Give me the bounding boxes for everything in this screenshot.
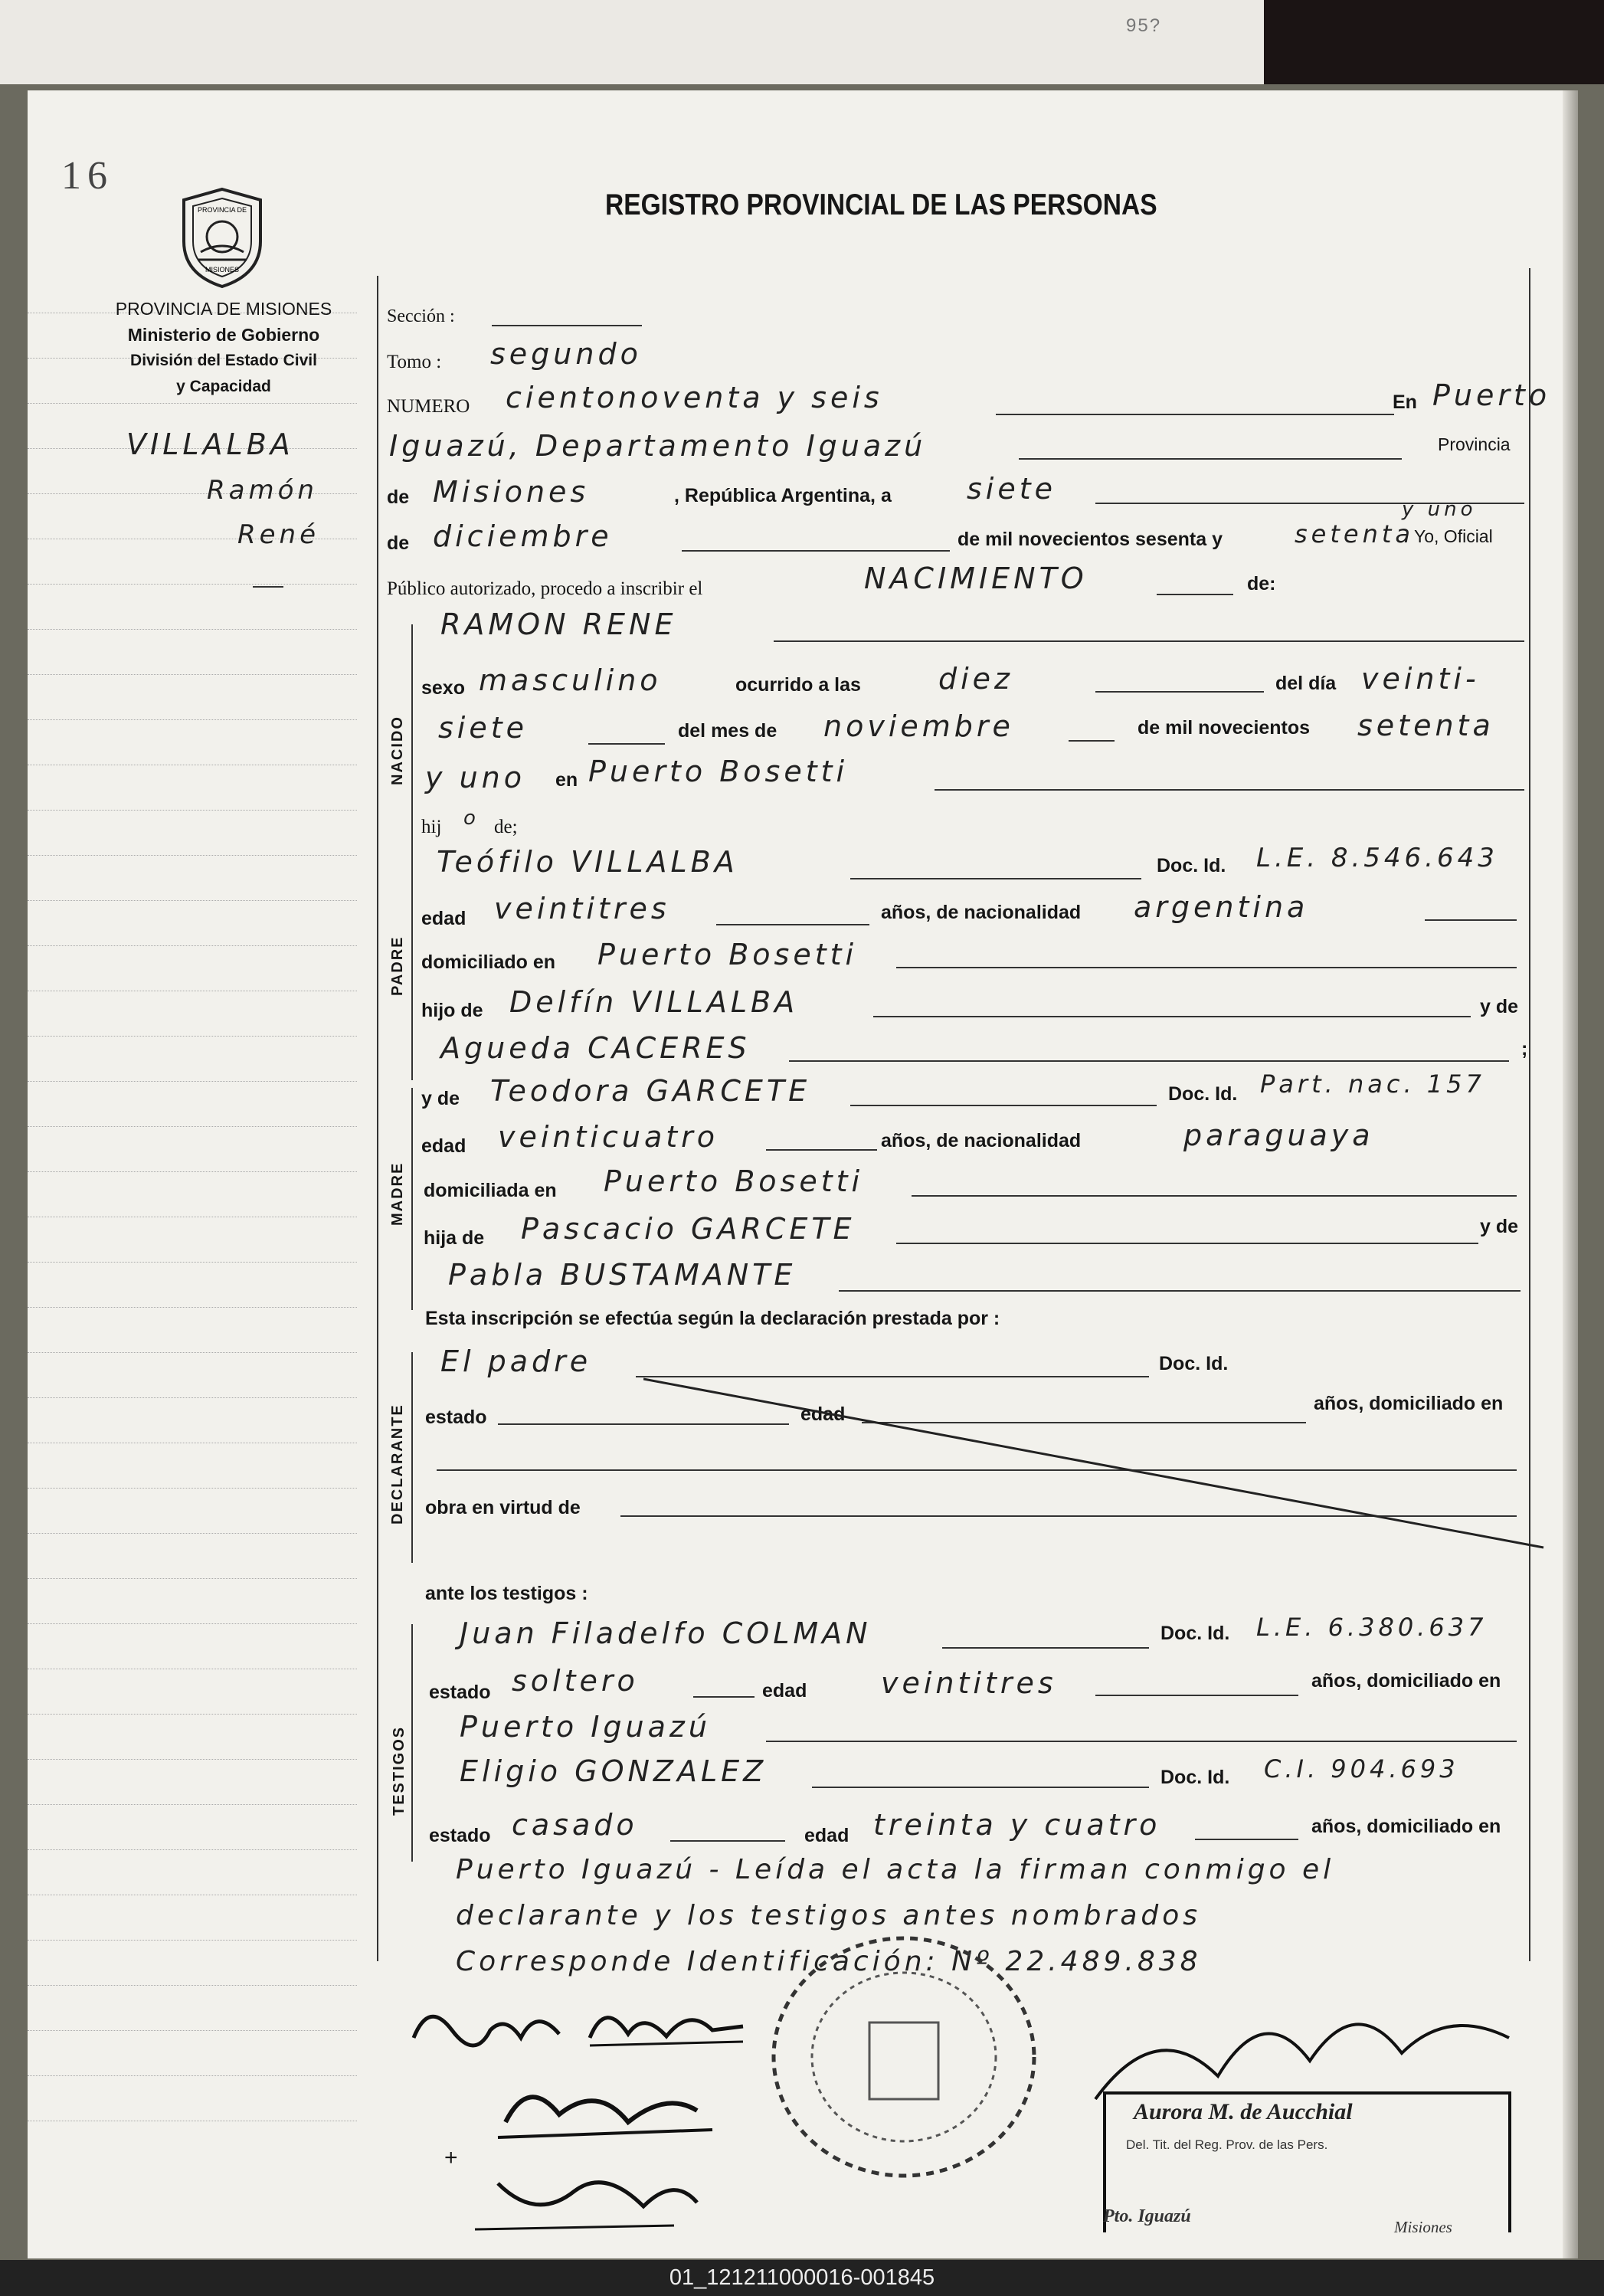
seal-text-top: PROVINCIA DE <box>197 206 247 214</box>
line-testigo2 <box>812 1787 1149 1788</box>
label-edad-t2: edad <box>804 1825 849 1846</box>
field-testigo1-dom: Puerto Iguazú <box>460 1710 711 1744</box>
field-numero: cientonoventa y seis <box>506 381 883 414</box>
page-title: REGISTRO PROVINCIAL DE LAS PERSONAS <box>605 188 1157 221</box>
label-y-de-madre-2: y de <box>1480 1216 1519 1237</box>
field-declarante: El padre <box>440 1345 592 1378</box>
closing-line-3: Corresponde Identificación: Nº 22.489.838 <box>456 1946 1202 1977</box>
field-madre-hija-de-1: Pascacio GARCETE <box>521 1212 856 1246</box>
nacido-rule <box>411 624 413 847</box>
label-esta-inscripcion: Esta inscripción se efectúa según la declaración prestada por : <box>425 1308 1000 1329</box>
field-testigo2-edad: treinta y cuatro <box>873 1808 1161 1842</box>
field-padre-nombre: Teófilo VILLALBA <box>437 845 738 879</box>
field-padre-doc: L.E. 8.546.643 <box>1256 843 1498 873</box>
stamp-line-3: Pto. Iguazú <box>1103 2206 1191 2226</box>
field-year-word: setenta <box>1295 519 1415 549</box>
closing-line-2: declarante y los testigos antes nombrados <box>456 1900 1202 1931</box>
line-mes-nac <box>1069 740 1115 742</box>
line-numero <box>996 414 1394 415</box>
label-edad-t1: edad <box>762 1680 807 1702</box>
field-sexo: masculino <box>479 663 662 697</box>
form-border <box>377 276 378 1961</box>
label-de-colon: de: <box>1247 573 1276 594</box>
section-nacido: NACIDO <box>389 716 406 785</box>
label-doc-testigo2: Doc. Id. <box>1160 1767 1230 1788</box>
line-hijo-de-2 <box>789 1060 1509 1062</box>
line-madre-dom <box>912 1195 1517 1197</box>
line-place <box>1019 458 1402 460</box>
field-testigo2-doc: C.I. 904.693 <box>1264 1754 1459 1783</box>
line-t1-dom <box>766 1741 1517 1742</box>
label-anos-dom-t2: años, domiciliado en <box>1311 1816 1501 1837</box>
line-edad-t2 <box>1195 1839 1298 1840</box>
field-tomo: segundo <box>490 337 642 371</box>
label-del-mes: del mes de <box>678 720 777 742</box>
label-anos-nac-madre: años, de nacionalidad <box>881 1130 1082 1151</box>
label-ante: ante los testigos : <box>425 1583 588 1604</box>
label-estado-t2: estado <box>429 1825 491 1846</box>
field-madre-nombre: Teodora GARCETE <box>490 1074 811 1108</box>
field-dia-nac-2: siete <box>438 711 529 745</box>
label-doc-madre: Doc. Id. <box>1168 1083 1238 1105</box>
field-madre-nac: paraguaya <box>1183 1119 1374 1152</box>
field-padre-hijo-de-2: Agueda CACERES <box>440 1031 751 1065</box>
line-padre-nombre <box>850 878 1141 879</box>
margin-name-2: René <box>237 519 320 550</box>
field-testigo1-edad: veintitres <box>881 1666 1057 1700</box>
label-hij: hij <box>421 817 442 837</box>
field-testigo1-estado: soltero <box>512 1664 639 1698</box>
line-madre-nombre <box>850 1105 1157 1106</box>
label-numero: NUMERO <box>387 396 470 417</box>
margin-dash <box>253 586 283 588</box>
line-padre-edad <box>716 924 869 925</box>
label-edad-declarante: edad <box>800 1403 846 1425</box>
label-obra: obra en virtud de <box>425 1497 581 1518</box>
label-de-mil: de mil novecientos sesenta y <box>957 529 1223 550</box>
margin-name-1: Ramón <box>207 475 318 506</box>
line-hija-de <box>896 1243 1478 1244</box>
label-edad-madre: edad <box>421 1135 466 1157</box>
section-padre: PADRE <box>389 935 406 996</box>
field-dia-nac-1: veinti- <box>1361 662 1480 696</box>
stamp-line-2: Del. Tit. del Reg. Prov. de las Pers. <box>1126 2137 1328 2152</box>
province-seal-icon <box>175 186 270 290</box>
line-mes <box>682 550 950 552</box>
label-en-lugar: en <box>555 769 578 791</box>
field-testigo2-estado: casado <box>512 1808 638 1842</box>
field-year-add: y uno <box>1402 498 1477 521</box>
label-edad-padre: edad <box>421 908 466 929</box>
label-del-dia: del día <box>1275 673 1337 694</box>
label-estado-declarante: estado <box>425 1407 487 1428</box>
field-mes-nac: noviembre <box>823 709 1014 743</box>
line-nombre <box>774 640 1524 642</box>
label-y-de-madre: y de <box>421 1088 460 1109</box>
label-dom-madre: domiciliada en <box>424 1180 557 1201</box>
line-estado-t2 <box>670 1840 785 1842</box>
line-seccion <box>492 325 642 326</box>
line-estado-t1 <box>693 1696 755 1698</box>
label-doc-declarante: Doc. Id. <box>1159 1353 1229 1374</box>
office-block <box>86 296 362 400</box>
label-seccion: Sección : <box>387 306 455 326</box>
label-anos-dom-t1: años, domiciliado en <box>1311 1670 1501 1692</box>
field-testigo2: Eligio GONZALEZ <box>460 1754 768 1788</box>
witness-signatures <box>444 2068 766 2245</box>
field-lugar-nac: Puerto Bosetti <box>588 755 849 788</box>
field-hij-suffix: o <box>463 807 480 830</box>
stamp-line-4: Misiones <box>1394 2218 1452 2236</box>
field-madre-edad: veinticuatro <box>498 1120 719 1154</box>
label-de-mil-nov: de mil novecientos <box>1138 717 1311 739</box>
label-en: En <box>1393 391 1417 413</box>
label-estado-t1: estado <box>429 1682 491 1703</box>
label-dom-padre: domiciliado en <box>421 951 556 973</box>
line-testigo1 <box>942 1647 1149 1649</box>
field-nombre: RAMON RENE <box>440 608 677 641</box>
field-hora: diez <box>938 662 1014 696</box>
section-madre: MADRE <box>389 1161 406 1226</box>
field-provincia: Misiones <box>433 475 590 509</box>
label-doc-padre: Doc. Id. <box>1157 855 1226 876</box>
page-number: 16 <box>61 154 113 198</box>
label-y-de-padre: y de <box>1480 996 1519 1017</box>
office-line-1: PROVINCIA DE MISIONES <box>115 299 332 319</box>
line-padre-dom <box>896 967 1517 968</box>
label-de-mes: de <box>387 532 410 554</box>
scan-top-mark: 95? <box>1126 15 1162 36</box>
field-madre-doc: Part. nac. 157 <box>1260 1069 1485 1099</box>
line-hija-de-2 <box>839 1290 1521 1292</box>
field-acto: NACIMIENTO <box>864 562 1088 595</box>
father-signature <box>406 1992 766 2068</box>
label-doc-testigo1: Doc. Id. <box>1160 1623 1230 1644</box>
label-publico: Público autorizado, procedo a inscribir el <box>387 578 703 599</box>
label-republica: , República Argentina, a <box>674 485 892 506</box>
field-ano-nac-2: y uno <box>425 761 525 794</box>
official-round-seal <box>766 1931 1042 2183</box>
scan-top-margin <box>0 0 1279 88</box>
field-testigo1-doc: L.E. 6.380.637 <box>1256 1613 1488 1642</box>
declarante-rule <box>411 1352 413 1563</box>
line-madre-edad <box>766 1149 877 1151</box>
margin-surname: VILLALBA <box>126 427 294 461</box>
field-dia: siete <box>967 472 1057 506</box>
void-stroke <box>643 1375 1547 1551</box>
plus-mark: + <box>444 2145 458 2170</box>
label-hija-de: hija de <box>424 1227 485 1249</box>
testigos-rule <box>411 1624 413 1862</box>
label-tomo: Tomo : <box>387 352 442 372</box>
label-yo-oficial: Yo, Oficial <box>1414 526 1493 546</box>
madre-rule <box>411 1088 413 1310</box>
office-line-3: División del Estado Civil <box>130 352 317 369</box>
field-testigo1: Juan Filadelfo COLMAN <box>460 1616 872 1650</box>
office-line-4: y Capacidad <box>176 378 271 395</box>
closing-line-1: Puerto Iguazú - Leída el acta la firman conmigo el <box>456 1854 1335 1885</box>
label-anos-nac-padre: años, de nacionalidad <box>881 902 1082 923</box>
label-hijo-de: hijo de <box>421 1000 483 1021</box>
label-ocurrido: ocurrido a las <box>735 674 861 696</box>
label-de-semi: de; <box>494 817 518 837</box>
field-madre-dom: Puerto Bosetti <box>604 1164 864 1198</box>
label-de-prov: de <box>387 486 410 508</box>
line-padre-nac <box>1425 919 1517 921</box>
seal-text-bottom: MISIONES <box>205 266 240 273</box>
field-padre-nac: argentina <box>1134 890 1309 924</box>
field-padre-edad: veintitres <box>494 892 670 925</box>
scan-top-edge <box>1264 0 1604 88</box>
line-acto <box>1157 594 1233 595</box>
line-dia-nac <box>588 743 665 745</box>
line-lugar-nac <box>935 789 1524 791</box>
form-border-right <box>1529 268 1530 1961</box>
line-hijo-de <box>873 1016 1471 1017</box>
field-padre-dom: Puerto Bosetti <box>597 938 858 971</box>
line-edad-t1 <box>1095 1695 1298 1696</box>
page-shadow <box>1563 90 1578 2258</box>
padre-rule <box>411 847 413 1080</box>
field-ano-nac-1: setenta <box>1357 709 1494 742</box>
field-place-line: Iguazú, Departamento Iguazú <box>389 429 927 463</box>
office-line-2: Ministerio de Gobierno <box>127 325 320 345</box>
label-provincia: Provincia <box>1438 434 1511 454</box>
section-declarante: DECLARANTE <box>389 1403 406 1525</box>
label-anos-dom-declarante: años, domiciliado en <box>1314 1393 1504 1414</box>
scan-footer: 01_121211000016-001845 <box>0 2260 1604 2296</box>
label-sexo: sexo <box>421 677 465 699</box>
field-padre-hijo-de-1: Delfín VILLALBA <box>509 985 799 1019</box>
label-semicolon: ; <box>1521 1038 1528 1060</box>
field-en-place: Puerto <box>1432 378 1551 412</box>
field-mes: diciembre <box>433 519 613 553</box>
line-hora <box>1095 691 1264 693</box>
field-madre-hija-de-2: Pabla BUSTAMANTE <box>448 1258 797 1292</box>
stamp-line-1: Aurora M. de Aucchial <box>1134 2099 1353 2124</box>
section-testigos: TESTIGOS <box>391 1725 408 1816</box>
